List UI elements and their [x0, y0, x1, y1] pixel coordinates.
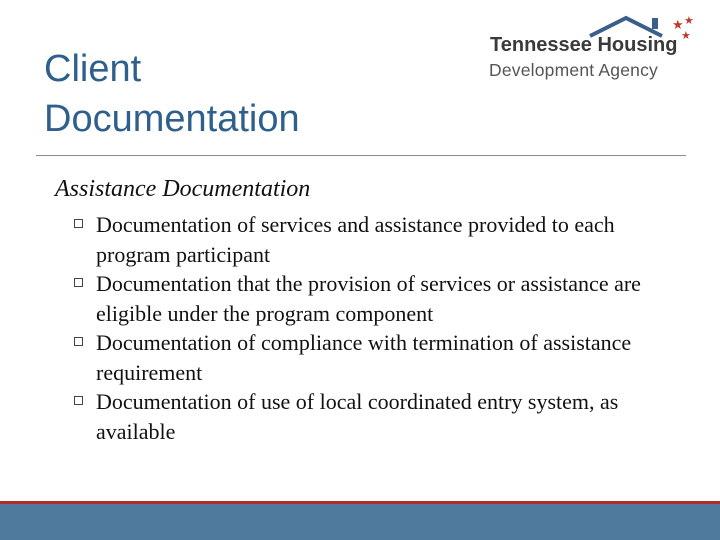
- bullet-item: [72, 210, 692, 269]
- bullet-text: Documentation of use of local coordinated entry system, as available: [96, 389, 619, 444]
- bullet-item: [72, 328, 692, 387]
- bullet-item: [72, 387, 692, 446]
- bullet-list: [72, 210, 692, 446]
- bullet-item: [72, 269, 692, 328]
- svg-text:★: ★: [681, 29, 691, 42]
- title-line-2: Documentation: [44, 98, 300, 140]
- svg-text:★: ★: [684, 14, 694, 27]
- slide-title: [44, 44, 444, 144]
- section-heading: Assistance Documentation: [55, 176, 311, 202]
- logo: [478, 10, 708, 85]
- title-line-1: Client: [44, 48, 142, 90]
- title-divider: [36, 155, 686, 156]
- bullet-text: Documentation that the provision of services or assistance are eligible under the program component: [96, 271, 641, 326]
- footer-bar: [0, 504, 720, 540]
- logo-name: Tennessee Housing: [490, 34, 678, 56]
- square-bullet-icon: [74, 396, 83, 405]
- bullet-text: Documentation of services and assistance provided to each program participant: [96, 212, 615, 267]
- square-bullet-icon: [74, 337, 83, 346]
- bullet-text: Documentation of compliance with termination of assistance requirement: [96, 330, 632, 385]
- svg-text:★: ★: [672, 18, 684, 33]
- logo-subtitle: Development Agency: [489, 60, 658, 80]
- square-bullet-icon: [74, 278, 83, 287]
- square-bullet-icon: [74, 219, 83, 228]
